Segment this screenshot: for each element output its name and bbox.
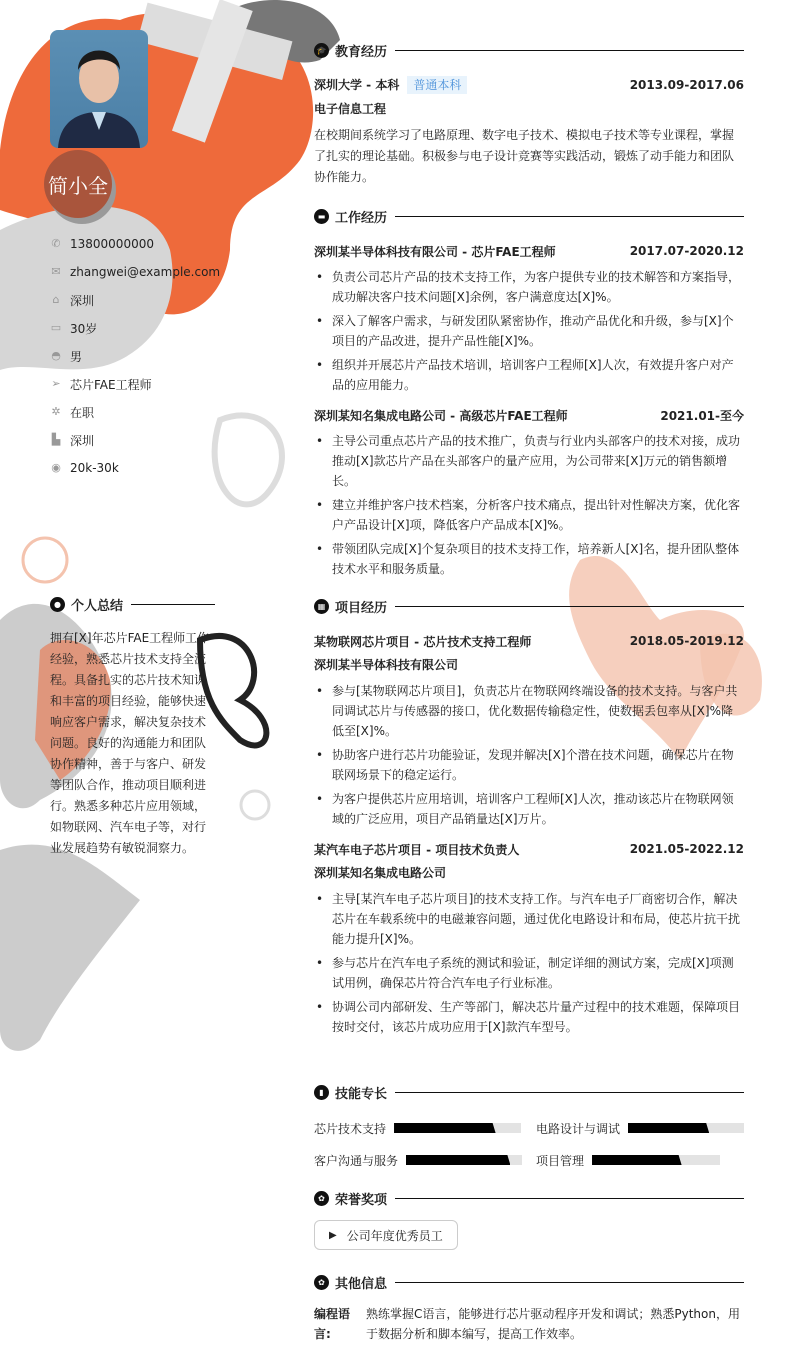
skill-level-bar <box>628 1123 744 1133</box>
education-date: 2013.09-2017.06 <box>629 78 744 92</box>
skill-name: 客户沟通与服务 <box>314 1153 399 1168</box>
skill-item <box>536 1148 744 1172</box>
status-icon: ✲ <box>51 405 61 418</box>
profile-photo <box>50 30 148 148</box>
bullet-list <box>314 431 744 579</box>
contact-list <box>50 230 220 482</box>
skill-level-bar <box>406 1155 522 1165</box>
divider <box>395 606 744 607</box>
skill-name: 芯片技术支持 <box>314 1121 387 1136</box>
bullet-item: • 参与芯片在汽车电子系统的测试和验证，制定详细的测试方案，完成[X]项测试用例，确保芯片符合汽车电子行业标准。 <box>314 953 744 993</box>
divider <box>395 50 744 51</box>
skill-level-fill <box>592 1155 682 1165</box>
skill-item <box>536 1116 744 1140</box>
school-name: 深圳大学 - 本科 <box>314 78 400 92</box>
contact-item <box>50 454 220 482</box>
award-badge <box>314 1220 458 1250</box>
contact-text: 芯片FAE工程师 <box>70 377 152 392</box>
bullet-list <box>314 681 744 829</box>
section-header-summary <box>50 594 215 614</box>
contact-text: 20k-30k <box>70 461 119 475</box>
section-title: 个人总结 <box>71 598 124 614</box>
major: 电子信息工程 <box>314 102 387 116</box>
section-title: 教育经历 <box>335 44 388 60</box>
chart-icon: ▮ <box>314 1085 329 1100</box>
entry-header <box>314 403 744 427</box>
gender-icon: ◓ <box>51 349 61 362</box>
graduation-cap-icon: 🎓 <box>314 43 329 58</box>
contact-text: zhangwei@example.com <box>70 265 221 279</box>
section-title: 工作经历 <box>335 210 388 226</box>
phone-icon: ✆ <box>51 237 61 250</box>
section-header-projects <box>314 596 744 616</box>
bullet-item: • 带领团队完成[X]个复杂项目的技术支持工作，培养新人[X]名，提升团队整体技术水平和服务质量。 <box>314 539 744 579</box>
entry-header <box>314 837 744 861</box>
awards-section <box>314 1188 744 1250</box>
contact-text: 30岁 <box>70 321 98 336</box>
contact-item <box>50 426 220 454</box>
divider <box>395 1282 744 1283</box>
entry-company: 深圳某知名集成电路公司 <box>314 866 447 880</box>
entry <box>314 239 744 395</box>
contact-item <box>50 314 220 342</box>
age-icon: ▭ <box>50 321 62 334</box>
bullet-list <box>314 889 744 1037</box>
section-header-skills <box>314 1082 744 1102</box>
degree-tag: 普通本科 <box>407 76 467 94</box>
entry-title: 深圳某半导体科技有限公司 - 芯片FAE工程师 <box>314 244 556 259</box>
entry-title: 深圳某知名集成电路公司 - 高级芯片FAE工程师 <box>314 408 568 423</box>
skill-name: 电路设计与调试 <box>536 1121 621 1136</box>
bullet-item: • 建立并维护客户技术档案，分析客户技术痛点，提出针对性解决方案，优化客户产品设计[X]项，降低客户产品成本[X]%。 <box>314 495 744 535</box>
entry-title: 某物联网芯片项目 - 芯片技术支持工程师 <box>314 634 532 649</box>
entry-header <box>314 239 744 263</box>
entry-title: 某汽车电子芯片项目 - 项目技术负责人 <box>314 842 520 857</box>
contact-item <box>50 398 220 426</box>
education-entry-header <box>314 73 744 97</box>
summary-text: 拥有[X]年芯片FAE工程师工作经验，熟悉芯片技术支持全流程。具备扎实的芯片技术知识和丰富的项目经验，能够快速响应客户需求，解决复杂技术问题。良好的沟通能力和团队协作精神，善于与客户、研发等团队合作，推动项目顺利进行。熟悉多种芯片应用领域，如物联网、汽车电子等，对行业发展趋势有敏锐洞察力。 <box>50 631 210 855</box>
other-value: 熟练掌握C语言，能够进行芯片驱动程序开发和调试；熟悉Python，用于数据分析和脚本编写，提高工作效率。 <box>366 1307 740 1341</box>
skill-item <box>314 1116 522 1140</box>
section-title: 项目经历 <box>335 600 388 616</box>
section-header-other <box>314 1272 744 1292</box>
contact-text: 13800000000 <box>70 237 154 251</box>
salary-icon: ◉ <box>51 461 61 474</box>
contact-item <box>50 370 220 398</box>
bullet-item: • 协助客户进行芯片功能验证，发现并解决[X]个潜在技术问题，确保芯片在物联网场景下的稳定运行。 <box>314 745 744 785</box>
contact-item <box>50 258 220 286</box>
skill-level-fill <box>406 1155 510 1165</box>
candidate-name: 简小全 <box>44 150 112 218</box>
info-icon: ✿ <box>314 1275 329 1290</box>
entry <box>314 629 744 829</box>
section-title: 其他信息 <box>335 1276 388 1292</box>
other-key: 编程语言: <box>314 1307 351 1341</box>
home-icon: ⌂ <box>52 293 60 306</box>
divider <box>395 1092 744 1093</box>
building-icon: ▙ <box>51 433 61 446</box>
contact-item <box>50 342 220 370</box>
contact-item <box>50 230 220 258</box>
mail-icon: ✉ <box>51 265 61 278</box>
entry-header <box>314 629 744 653</box>
skill-level-fill <box>394 1123 496 1133</box>
bullet-item: • 参与[某物联网芯片项目]，负责芯片在物联网终端设备的技术支持。与客户共同调试芯片与传感器的接口，优化数据传输稳定性，使数据丢包率从[X]%降低至[X]%。 <box>314 681 744 741</box>
triangle-icon: ▶ <box>329 1229 337 1241</box>
skill-level-bar <box>394 1123 521 1133</box>
education-description: 在校期间系统学习了电路原理、数字电子技术、模拟电子技术等专业课程，掌握了扎实的理论基础。积极参与电子设计竞赛等实践活动，锻炼了动手能力和团队协作能力。 <box>314 128 735 184</box>
bullet-item: • 为客户提供芯片应用培训，培训客户工程师[X]人次，推动该芯片在物联网领域的广泛应用，项目产品销量达[X]万片。 <box>314 789 744 829</box>
entry-date: 2017.07-2020.12 <box>629 244 744 258</box>
section-header-awards <box>314 1188 744 1208</box>
bullet-item: • 深入了解客户需求，与研发团队紧密协作，推动产品优化和升级，参与[X]个项目的产品改进，提升产品性能[X]%。 <box>314 311 744 351</box>
entry <box>314 403 744 579</box>
award-label: 公司年度优秀员工 <box>346 1228 443 1243</box>
skill-name: 项目管理 <box>536 1153 585 1168</box>
skill-level-bar <box>592 1155 720 1165</box>
skills-section <box>314 1082 744 1172</box>
user-icon: ● <box>50 597 65 612</box>
bullet-item: • 负责公司芯片产品的技术支持工作，为客户提供专业的技术解答和方案指导，成功解决客户技术问题[X]余例，客户满意度达[X]%。 <box>314 267 744 307</box>
divider <box>131 604 215 605</box>
entry-company: 深圳某半导体科技有限公司 <box>314 658 459 672</box>
contact-item <box>50 286 220 314</box>
skill-item <box>314 1148 522 1172</box>
contact-text: 深圳 <box>70 433 95 448</box>
section-header-work <box>314 206 744 226</box>
grid-icon: ▦ <box>314 599 329 614</box>
entry <box>314 837 744 1037</box>
bullet-item: • 组织并开展芯片产品技术培训，培训客户工程师[X]人次，有效提升客户对产品的应用能力。 <box>314 355 744 395</box>
send-icon: ➢ <box>51 377 61 390</box>
skill-level-fill <box>628 1123 709 1133</box>
section-title: 技能专长 <box>335 1086 388 1102</box>
other-section <box>314 1272 744 1344</box>
entry-date: 2021.05-2022.12 <box>629 842 744 856</box>
entry-date: 2021.01-至今 <box>660 408 744 423</box>
divider <box>395 1198 744 1199</box>
contact-text: 在职 <box>70 405 95 420</box>
entry-date: 2018.05-2019.12 <box>629 634 744 648</box>
bullet-item: • 主导公司重点芯片产品的技术推广，负责与行业内头部客户的技术对接，成功推动[X]款芯片产品在头部客户的量产应用，为公司带来[X]万元的销售额增长。 <box>314 431 744 491</box>
section-title: 荣誉奖项 <box>335 1192 388 1208</box>
award-icon: ✿ <box>314 1191 329 1206</box>
section-header-education <box>314 40 744 60</box>
briefcase-icon: ▬ <box>314 209 329 224</box>
divider <box>395 216 744 217</box>
contact-text: 男 <box>70 349 83 364</box>
bullet-item: • 主导[某汽车电子芯片项目]的技术支持工作。与汽车电子厂商密切合作，解决芯片在车载系统中的电磁兼容问题，通过优化电路设计和布局，使芯片抗干扰能力提升[X]%。 <box>314 889 744 949</box>
bullet-list <box>314 267 744 395</box>
other-item <box>314 1304 744 1344</box>
projects-section <box>314 596 744 1041</box>
work-section <box>314 206 744 583</box>
contact-text: 深圳 <box>70 293 95 308</box>
education-section <box>314 40 744 188</box>
bullet-item: • 协调公司内部研发、生产等部门，解决芯片量产过程中的技术难题，保障项目按时交付，该芯片成功应用于[X]款汽车型号。 <box>314 997 744 1037</box>
